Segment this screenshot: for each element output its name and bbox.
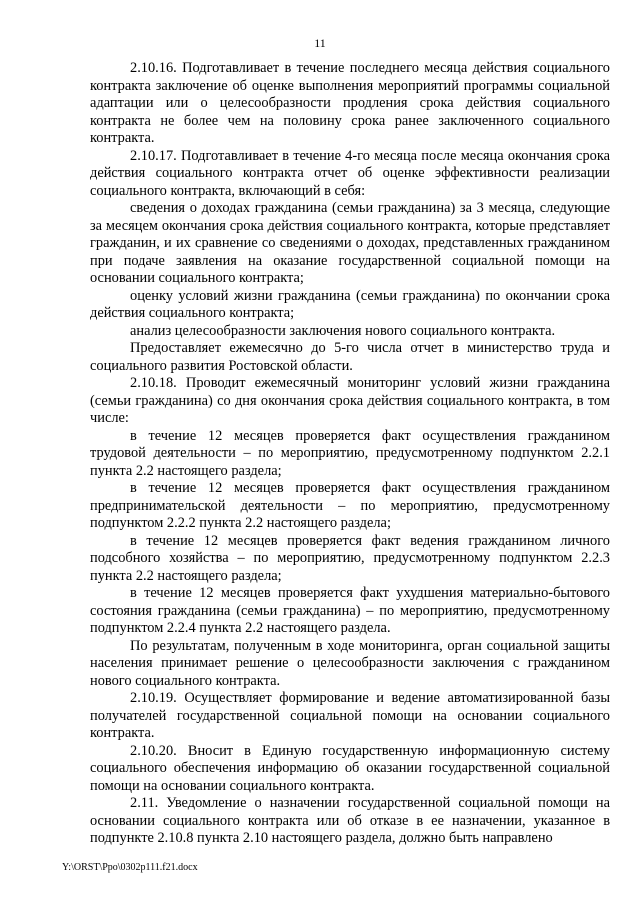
paragraph-2-10-20: 2.10.20. Вносит в Единую государственную информационную систему социального обеспечения информацию об оказании государственной социальной помощи на основании социального контракта. [90,742,610,794]
paragraph-monitoring-results: По результатам, полученным в ходе мониторинга, орган социальной защиты населения принимает решение о целесообразности заключения с гражданином нового социального контракта. [90,637,610,689]
paragraph-2-10-17: 2.10.17. Подготавливает в течение 4-го месяца после месяца окончания срока действия социального контракта отчет об оценке эффективности реализации социального контракта, включающий в себя: [90,147,610,199]
paragraph-living-deterioration: в течение 12 месяцев проверяется факт ухудшения материально-бытового состояния гражданина (семьи гражданина) – по мероприятию, предусмотренному подпунктом 2.2.4 пункта 2.2 настоящего раздела. [90,585,610,636]
paragraph-new-contract-analysis: анализ целесообразности заключения нового социального контракта. [130,322,556,339]
paragraph-monthly-report: Предоставляет ежемесячно до 5-го числа отчет в министерство труда и социального развития Ростовской области. [90,340,610,374]
paragraph-entrepreneurship: в течение 12 месяцев проверяется факт осуществления гражданином предпринимательской деятельности – по мероприятию, предусмотренному подпунктом 2.2.2 пункта 2.2 настоящего раздела; [90,480,610,531]
paragraph-household-plot: в течение 12 месяцев проверяется факт ведения гражданином личного подсобного хозяйства – по мероприятию, предусмотренному подпунктом 2.2.3 пункта 2.2 настоящего раздела; [90,532,610,584]
paragraph-income-info: сведения о доходах гражданина (семьи гражданина) за 3 месяца, следующие за месяцем окончания срока действия социального контракта, которые представляет гражданин, и их сравнение со сведениями о доходах, представленных гражданином при подаче заявления на оказание государственной социальной помощи на основании социального контракта; [90,200,610,286]
paragraph-labor-activity: в течение 12 месяцев проверяется факт осуществления гражданином трудовой деятельности – по мероприятию, предусмотренному подпунктом 2.2.1 пункта 2.2 настоящего раздела; [90,427,610,479]
document-body [90,60,610,848]
paragraph-2-11: 2.11. Уведомление о назначении государственной социальной помощи на основании социального контракта или об отказе в ее назначении, указанное в подпункте 2.10.8 пункта 2.10 настоящего раздела, должно быть направлено [90,795,610,846]
paragraph-2-10-18: 2.10.18. Проводит ежемесячный мониторинг условий жизни гражданина (семьи гражданина) со дня окончания срока действия социального контракта, в том числе: [90,375,610,426]
footer-file-path: Y:\ORST\Ppo\0302p111.f21.docx [62,862,198,873]
page-number: 11 [314,36,326,50]
paragraph-2-10-19: 2.10.19. Осуществляет формирование и ведение автоматизированной базы получателей государственной социальной помощи на основании социального контракта. [90,690,610,741]
paragraph-2-10-16: 2.10.16. Подготавливает в течение последнего месяца действия социального контракта заключение об оценке выполнения мероприятий программы социальной адаптации или о целесообразности продления срока действия социального контракта не более чем на половину срока ранее заключенного социального контракта. [90,60,610,146]
paragraph-living-conditions: оценку условий жизни гражданина (семьи гражданина) по окончании срока действия социального контракта; [90,287,610,321]
